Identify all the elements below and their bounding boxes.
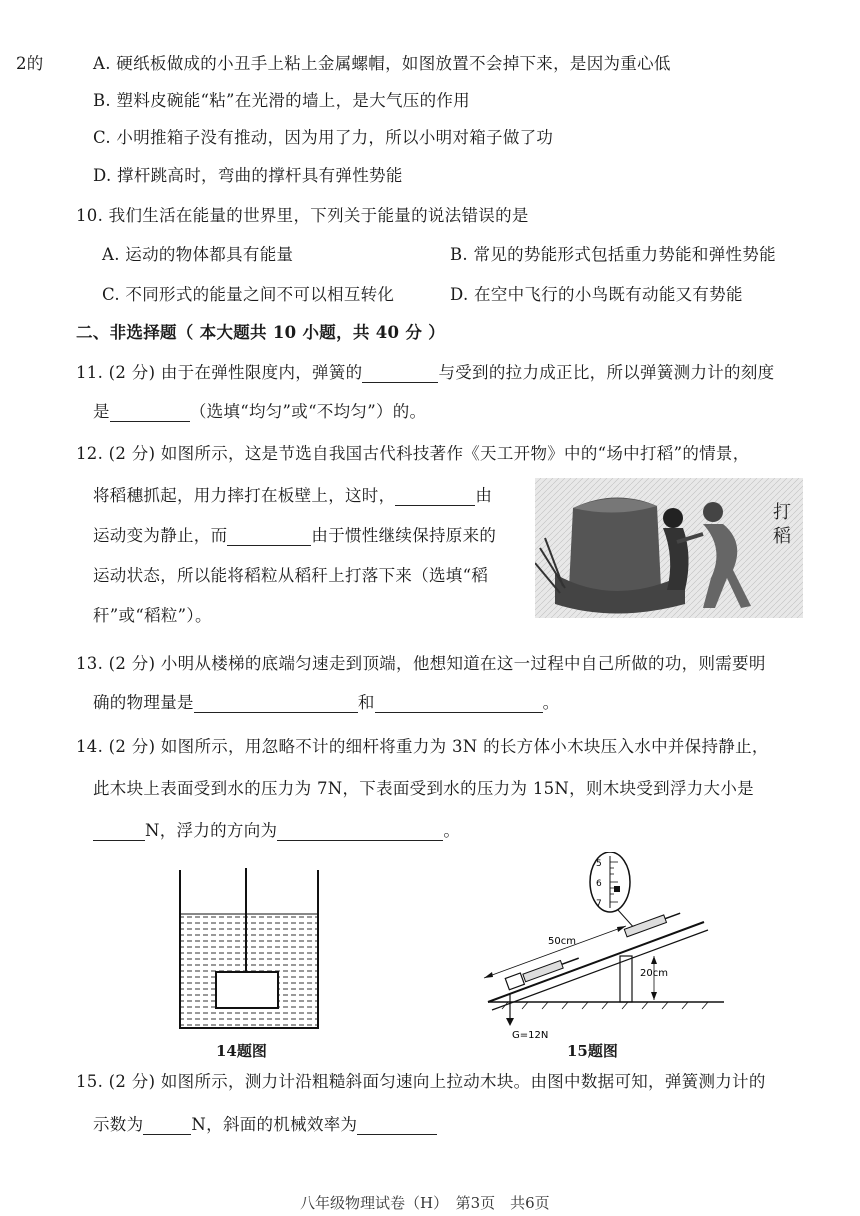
illustration-calligraphy-1: 打 bbox=[773, 502, 791, 523]
q12-line-5: 秆”或“稻粒”）。 bbox=[93, 606, 212, 625]
figure-head-1 bbox=[663, 508, 683, 528]
q13-text-2a: 确的物理量是 bbox=[93, 693, 194, 712]
q12-text-3b: 由于惯性继续保持原来的 bbox=[311, 526, 497, 545]
spring-scale-lower bbox=[523, 961, 563, 982]
q13-line-1: 13. (2 分) 小明从楼梯的底端匀速走到顶端，他想知道在这一过程中自己所做的功，则需要明 bbox=[76, 654, 766, 673]
q14-line-3 bbox=[93, 817, 460, 841]
q10-option-b: B. 常见的势能形式包括重力势能和弹性势能 bbox=[450, 245, 776, 264]
q13-blank-2[interactable] bbox=[375, 695, 543, 713]
q14-blank-1[interactable] bbox=[93, 823, 145, 841]
q9-option-b: B. 塑料皮碗能“粘”在光滑的墙上，是大气压的作用 bbox=[93, 91, 470, 110]
height-label: 20cm bbox=[640, 968, 668, 979]
beaker-diagram bbox=[170, 866, 330, 1036]
q10-option-d: D. 在空中飞行的小鸟既有动能又有势能 bbox=[450, 285, 743, 304]
incline-diagram bbox=[478, 852, 728, 1042]
fig14-caption: 14题图 bbox=[216, 1042, 267, 1060]
scale-number-5: 5 bbox=[596, 859, 602, 869]
q13-blank-1[interactable] bbox=[194, 695, 358, 713]
q12-text-2a: 将稻穗抓起，用力摔打在板壁上，这时， bbox=[93, 486, 396, 505]
q15-text-2a: 示数为 bbox=[93, 1115, 144, 1134]
figure-head-2 bbox=[703, 502, 723, 522]
q9-option-c: C. 小明推箱子没有推动，因为用了力，所以小明对箱子做了功 bbox=[93, 128, 554, 147]
q12-line-1: 12. (2 分) 如图所示，这是节选自我国古代科技著作《天工开物》中的“场中打稻”的情景， bbox=[76, 444, 750, 463]
q11-line-2 bbox=[93, 398, 426, 422]
q13-text-2b: 和 bbox=[357, 693, 375, 712]
wood-block bbox=[216, 972, 278, 1008]
spring-scale-upper bbox=[624, 915, 666, 937]
margin-fragment: 2的 bbox=[16, 54, 44, 73]
q10-stem: 10. 我们生活在能量的世界里，下列关于能量的说法错误的是 bbox=[76, 206, 529, 225]
incline-bottom bbox=[492, 930, 708, 1010]
threshing-illustration bbox=[535, 478, 803, 618]
q12-blank-2[interactable] bbox=[227, 528, 311, 546]
q10-option-a: A. 运动的物体都具有能量 bbox=[102, 245, 294, 264]
weight-label: G=12N bbox=[512, 1030, 549, 1041]
q12-line-2 bbox=[93, 482, 492, 506]
q15-line-2 bbox=[93, 1111, 437, 1135]
q11-blank-1[interactable] bbox=[362, 365, 438, 383]
scale-number-7: 7 bbox=[596, 899, 602, 909]
q15-blank-1[interactable] bbox=[143, 1117, 191, 1135]
scale-number-6: 6 bbox=[596, 879, 602, 889]
q12-line-3 bbox=[93, 522, 496, 546]
q12-blank-1[interactable] bbox=[395, 488, 475, 506]
q11-text-1a: 11. (2 分) 由于在弹性限度内，弹簧的 bbox=[76, 363, 363, 382]
support-post bbox=[620, 956, 632, 1002]
q13-text-2c: 。 bbox=[542, 693, 560, 712]
q12-text-2b: 由 bbox=[475, 486, 493, 505]
q14-text-3a: N，浮力的方向为 bbox=[145, 821, 278, 840]
q14-blank-2[interactable] bbox=[277, 823, 443, 841]
q12-text-3a: 运动变为静止，而 bbox=[93, 526, 228, 545]
q11-line-1 bbox=[76, 359, 774, 383]
q14-text-3b: 。 bbox=[443, 821, 461, 840]
q12-line-4: 运动状态，所以能将稻粒从稻秆上打落下来（选填“稻 bbox=[93, 566, 489, 585]
q14-line-1: 14. (2 分) 如图所示，用忽略不计的细杆将重力为 3N 的长方体小木块压入水中并保持静止， bbox=[76, 737, 769, 756]
q11-blank-2[interactable] bbox=[110, 404, 190, 422]
page-footer: 八年级物理试卷（H） 第3页 共6页 bbox=[300, 1194, 550, 1212]
q9-option-d: D. 撑杆跳高时，弯曲的撑杆具有弹性势能 bbox=[93, 166, 403, 185]
q9-option-a: A. 硬纸板做成的小丑手上粘上金属螺帽，如图放置不会掉下来，是因为重心低 bbox=[93, 54, 671, 73]
fig15-caption: 15题图 bbox=[567, 1042, 618, 1060]
q14-line-2: 此木块上表面受到水的压力为 7N，下表面受到水的压力为 15N，则木块受到浮力大小是 bbox=[93, 779, 754, 798]
q10-option-c: C. 不同形式的能量之间不可以相互转化 bbox=[102, 285, 395, 304]
q11-text-2b: （选填“均匀”或“不均匀”）的。 bbox=[189, 402, 427, 421]
incline-top bbox=[488, 922, 704, 1002]
illustration-calligraphy-2: 稻 bbox=[773, 526, 791, 547]
q15-line-1: 15. (2 分) 如图所示，测力计沿粗糙斜面匀速向上拉动木块。由图中数据可知，弹簧测力计的 bbox=[76, 1072, 766, 1091]
section-header: 二、非选择题（ 本大题共 10 小题，共 40 分 ） bbox=[76, 323, 445, 342]
q15-blank-2[interactable] bbox=[357, 1117, 437, 1135]
q11-text-1b: 与受到的拉力成正比，所以弹簧测力计的刻度 bbox=[438, 363, 775, 382]
q13-line-2 bbox=[93, 689, 559, 713]
q11-text-2a: 是 bbox=[93, 402, 110, 421]
q15-text-2b: N，斜面的机械效率为 bbox=[191, 1115, 358, 1134]
wood-block-incline bbox=[505, 973, 524, 990]
length-label: 50cm bbox=[548, 936, 576, 947]
